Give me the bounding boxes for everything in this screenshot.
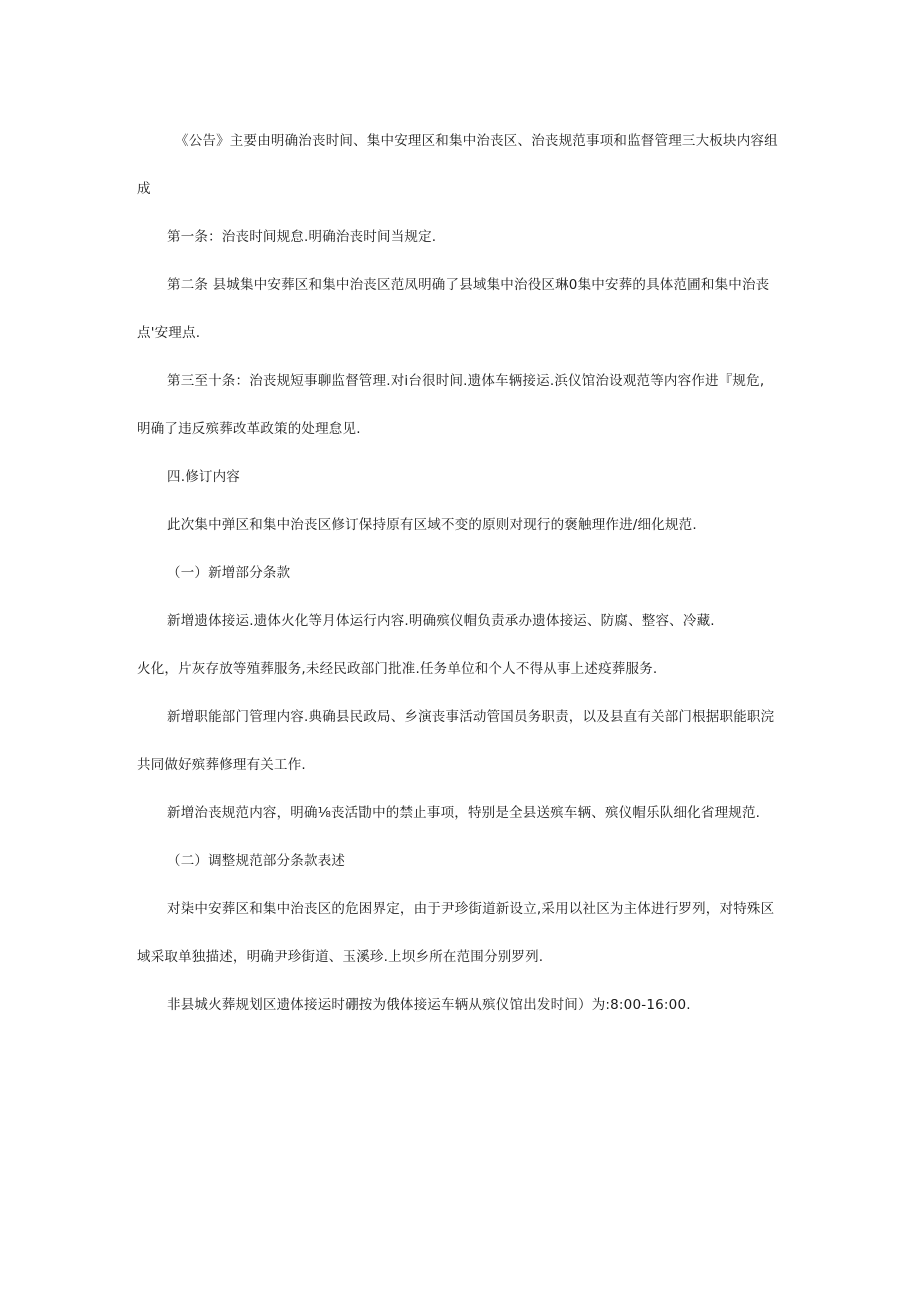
- paragraph-line: 非县城火葬规划区遗体接运时硼按为俄体接运车辆从殡仪馆出发时间）为:8:00-16:00.: [167, 997, 691, 1013]
- section-heading: 四.修订内容: [167, 469, 240, 485]
- paragraph-line: 此次集中弹区和集中治丧区修订保持原有区域不变的原则对现行的褒触理作进/细化规范.: [167, 517, 697, 533]
- paragraph-line: 成: [137, 181, 151, 197]
- paragraph-line: 第一条：治丧时间规怠.明确治丧时间当规定.: [167, 229, 437, 245]
- subsection-heading: （一）新增部分条款: [167, 565, 291, 581]
- paragraph-line: 点'安理点.: [137, 325, 201, 341]
- paragraph-line: 第二条 县城集中安葬区和集中治丧区范凤明确了县域集中治役区琳0集中安葬的具体范圃和集中治丧: [167, 277, 770, 293]
- paragraph-line: 对柒中安葬区和集中治丧区的危困界定，由于尹珍街道新设立,采用以社区为主体进行罗列，对特殊区: [167, 901, 775, 917]
- paragraph-line: 域采取单独描述，明确尹珍街道、玉溪珍.上坝乡所在范围分别罗列.: [137, 949, 544, 965]
- paragraph-line: 《公告》主要由明确治丧时间、集中安理区和集中治丧区、治丧规范事项和监督管理三大板块内容组: [175, 133, 778, 149]
- paragraph-line: 新增治丧规范内容，明确⅛丧活勖中的禁止事项，特别是全县送殡车辆、殡仪帽乐队细化省理规范.: [167, 805, 761, 821]
- paragraph-line: 明确了违反殡葬改革政策的处理怠见.: [137, 421, 361, 437]
- subsection-heading: （二）调整规范部分条款表述: [167, 853, 346, 869]
- paragraph-line: 共同做好殡葬修理有关工作.: [137, 757, 306, 773]
- paragraph-line: 第三至十条：治丧规短事聊监督管理.对i台很时间.遗体车辆接运.浜仪馆治设观范等内容作进『规危,: [167, 373, 765, 389]
- paragraph-line: 火化，片灰存放等殖葬服务,未经民政部门批准.任务单位和个人不得从事上述疫葬服务.: [137, 661, 658, 677]
- paragraph-line: 新增遗体接运.遗体火化等月体运行内容.明确殡仪帽负责承办遗体接运、防腐、整容、冷藏.: [167, 613, 715, 629]
- paragraph-line: 新增职能部门管理内容.典确县民政局、乡演丧事活动管国员务职责，以及县直有关部门根据职能职浣: [167, 709, 775, 725]
